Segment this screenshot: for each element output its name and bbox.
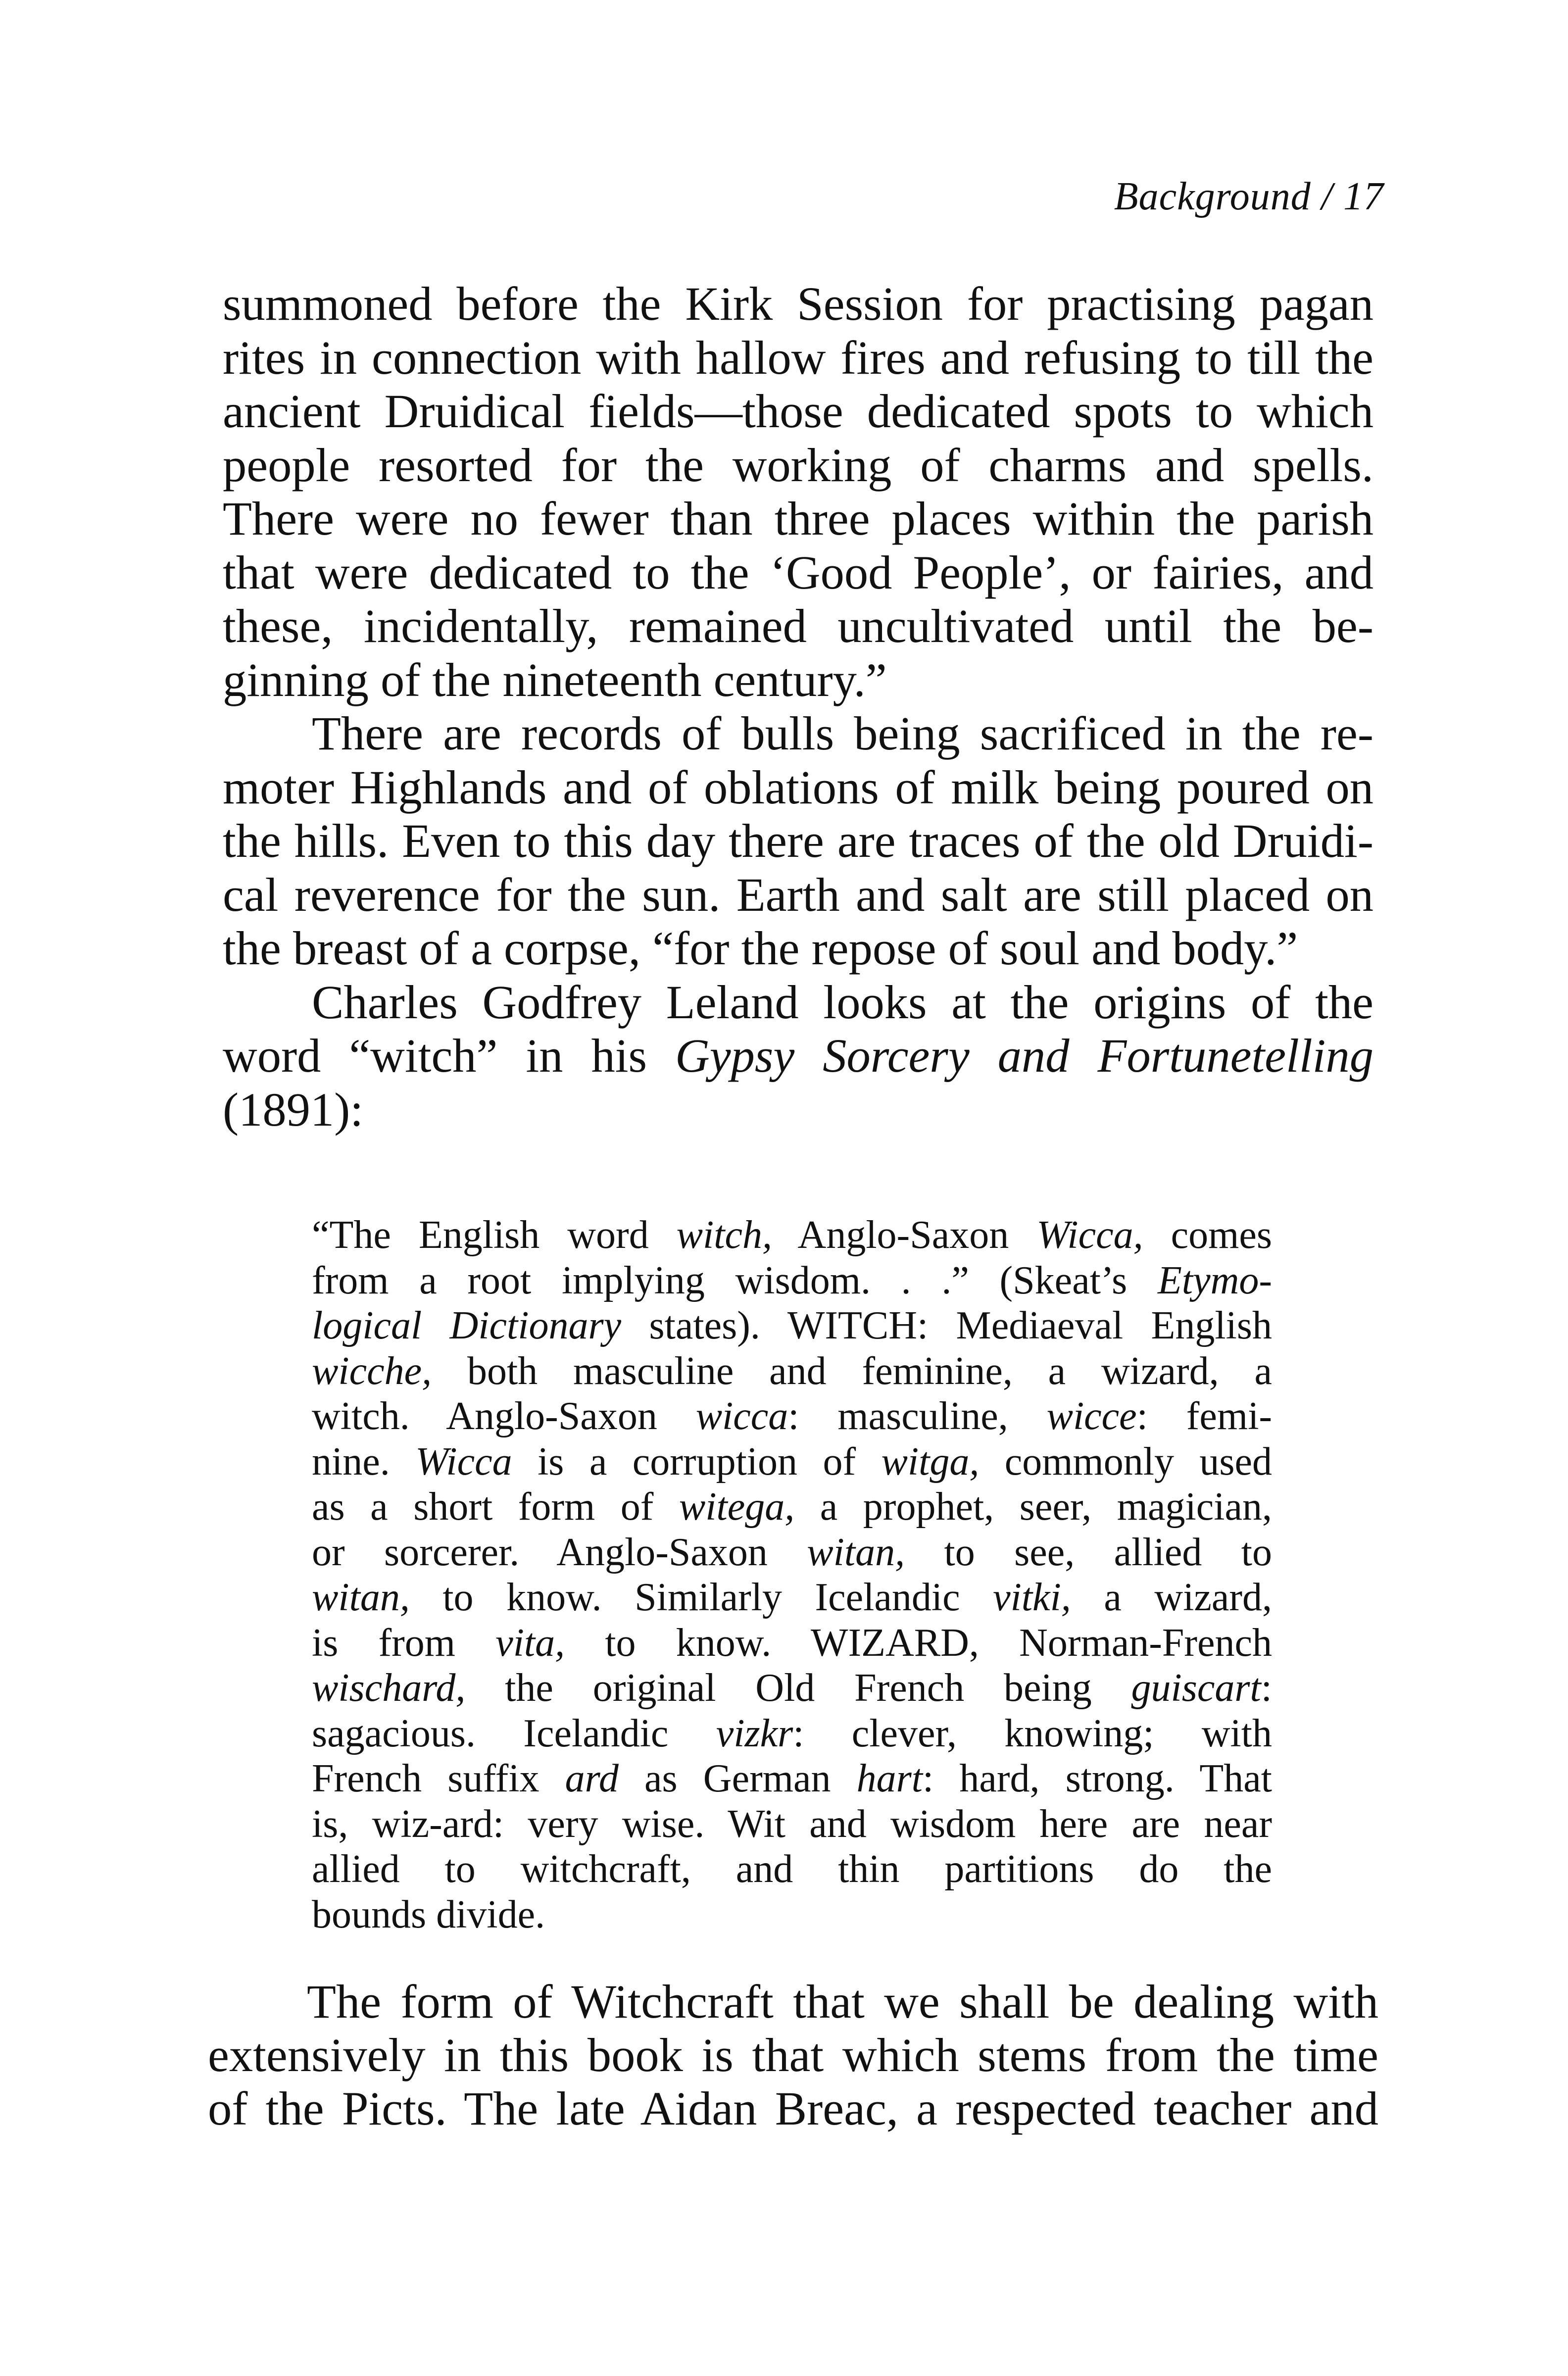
text-fragment: French suffix xyxy=(312,1757,565,1800)
italic-term: wischard, xyxy=(312,1666,466,1710)
text-line: extensively in this book is that which stems from the time xyxy=(208,2029,1378,2081)
italic-term: vizkr xyxy=(716,1711,793,1755)
text-fragment: to know. WIZARD, Norman-French xyxy=(565,1621,1272,1665)
paragraph-records-bulls xyxy=(223,707,1373,976)
italic-term: witan, xyxy=(807,1530,905,1574)
quote-line xyxy=(312,1530,1272,1576)
text-line: There were no fewer than three places within the parish xyxy=(223,492,1373,545)
text-fragment: : clever, knowing; with xyxy=(793,1711,1272,1755)
text-fragment: witch. Anglo-Saxon xyxy=(312,1394,696,1438)
text-fragment: a wizard, xyxy=(1071,1576,1272,1619)
text-line: people resorted for the working of charms and spells. xyxy=(223,438,1373,492)
text-fragment: is from xyxy=(312,1621,496,1665)
block-quote xyxy=(312,1213,1272,1937)
text-fragment: : hard, strong. That xyxy=(923,1757,1273,1800)
italic-term: logical Dictionary xyxy=(312,1304,622,1347)
quote-line xyxy=(312,1394,1272,1439)
quote-line xyxy=(312,1711,1272,1757)
paragraph-leland xyxy=(223,976,1373,1137)
text-fragment: as a short form of xyxy=(312,1485,679,1529)
text-line: moter Highlands and of oblations of milk being poured on xyxy=(223,760,1373,814)
italic-term: wicce xyxy=(1046,1394,1137,1438)
italic-term: wicca xyxy=(695,1394,788,1438)
text-line: (1891): xyxy=(223,1083,364,1136)
text-line xyxy=(223,1029,1373,1083)
text-line: these, incidentally, remained uncultivated until the be- xyxy=(223,599,1373,652)
italic-term: vita, xyxy=(495,1621,565,1665)
quote-line xyxy=(312,1303,1272,1349)
text-fragment: : femi- xyxy=(1136,1394,1273,1438)
text-fragment: as German xyxy=(618,1757,857,1800)
quote-line xyxy=(312,1575,1272,1621)
text-line: There are records of bulls being sacrificed in the re- xyxy=(312,707,1373,760)
text-line: cal reverence for the sun. Earth and salt are still placed on xyxy=(223,868,1373,921)
italic-term: vitki, xyxy=(993,1576,1071,1619)
text-line: ginning of the nineteenth century.” xyxy=(223,653,887,706)
text-line: of the Picts. The late Aidan Breac, a respected teacher and xyxy=(208,2082,1378,2135)
italic-term: witan, xyxy=(312,1576,410,1619)
text-line: the hills. Even to this day there are traces of the old Druidi- xyxy=(223,814,1373,867)
italic-term: hart xyxy=(856,1757,923,1800)
quote-line: bounds divide. xyxy=(312,1892,545,1936)
text-line: rites in connection with hallow fires and refusing to till the xyxy=(223,331,1373,384)
paragraph-kirk-session xyxy=(223,277,1373,707)
quote-line xyxy=(312,1213,1272,1258)
italic-term: witga, xyxy=(881,1439,980,1484)
text-fragment: states). WITCH: Mediaeval English xyxy=(621,1304,1272,1347)
italic-term: wicche, xyxy=(312,1349,432,1393)
italic-term: Wicca xyxy=(415,1439,512,1484)
quote-line xyxy=(312,1621,1272,1666)
text-fragment: from a root implying wisdom. . .” (Skeat’s xyxy=(312,1258,1158,1302)
quote-line xyxy=(312,1485,1272,1530)
main-text xyxy=(223,277,1373,1137)
text-fragment: to know. Similarly Icelandic xyxy=(409,1576,993,1619)
italic-term: guiscart xyxy=(1131,1666,1261,1710)
text-fragment: to see, allied to xyxy=(905,1530,1273,1574)
italic-term: witega, xyxy=(679,1485,795,1529)
book-title: Gypsy Sorcery and Fortunetelling xyxy=(675,1029,1373,1082)
quote-line: allied to witchcraft, and thin partitions do the xyxy=(312,1847,1272,1891)
closing-paragraph xyxy=(208,1975,1378,2135)
text-line: the breast of a corpse, “for the repose of soul and body.” xyxy=(223,922,1298,975)
quote-line xyxy=(312,1756,1272,1802)
quote-line xyxy=(312,1439,1272,1485)
italic-term: witch, xyxy=(676,1213,772,1257)
italic-term: Etymo- xyxy=(1157,1258,1272,1302)
text-line: The form of Witchcraft that we shall be dealing with xyxy=(307,1975,1378,2028)
text-fragment: a prophet, seer, magician, xyxy=(794,1485,1273,1529)
quote-paragraph xyxy=(312,1213,1272,1937)
text-fragment: both masculine and feminine, a wizard, a xyxy=(432,1349,1272,1393)
text-fragment: commonly used xyxy=(979,1439,1273,1484)
text-fragment: : xyxy=(1261,1666,1272,1710)
text-fragment: Anglo-Saxon xyxy=(772,1213,1037,1257)
text-fragment: nine. xyxy=(312,1439,416,1484)
text-fragment: sagacious. Icelandic xyxy=(312,1711,716,1755)
running-head: Background / 17 xyxy=(1114,175,1384,218)
quote-line xyxy=(312,1258,1272,1304)
quote-line xyxy=(312,1666,1272,1711)
italic-term: ard xyxy=(565,1757,619,1800)
text-fragment: : masculine, xyxy=(788,1394,1047,1438)
quote-line xyxy=(312,1349,1272,1394)
text-line: summoned before the Kirk Session for practising pagan xyxy=(223,277,1373,330)
text-fragment: is a corruption of xyxy=(512,1439,882,1484)
text-line: ancient Druidical fields—those dedicated spots to which xyxy=(223,385,1373,438)
text-fragment: the original Old French being xyxy=(465,1666,1131,1710)
text-fragment: or sorcerer. Anglo-Saxon xyxy=(312,1530,807,1574)
text-fragment: comes xyxy=(1143,1213,1273,1257)
italic-term: Wicca, xyxy=(1036,1213,1143,1257)
text-fragment: word “witch” in his xyxy=(223,1029,676,1082)
text-line: Charles Godfrey Leland looks at the origins of the xyxy=(312,975,1373,1029)
text-line: that were dedicated to the ‘Good People’, or fairies, and xyxy=(223,545,1373,599)
quote-line: is, wiz-ard: very wise. Wit and wisdom here are near xyxy=(312,1802,1272,1846)
text-fragment: “The English word xyxy=(312,1213,677,1257)
